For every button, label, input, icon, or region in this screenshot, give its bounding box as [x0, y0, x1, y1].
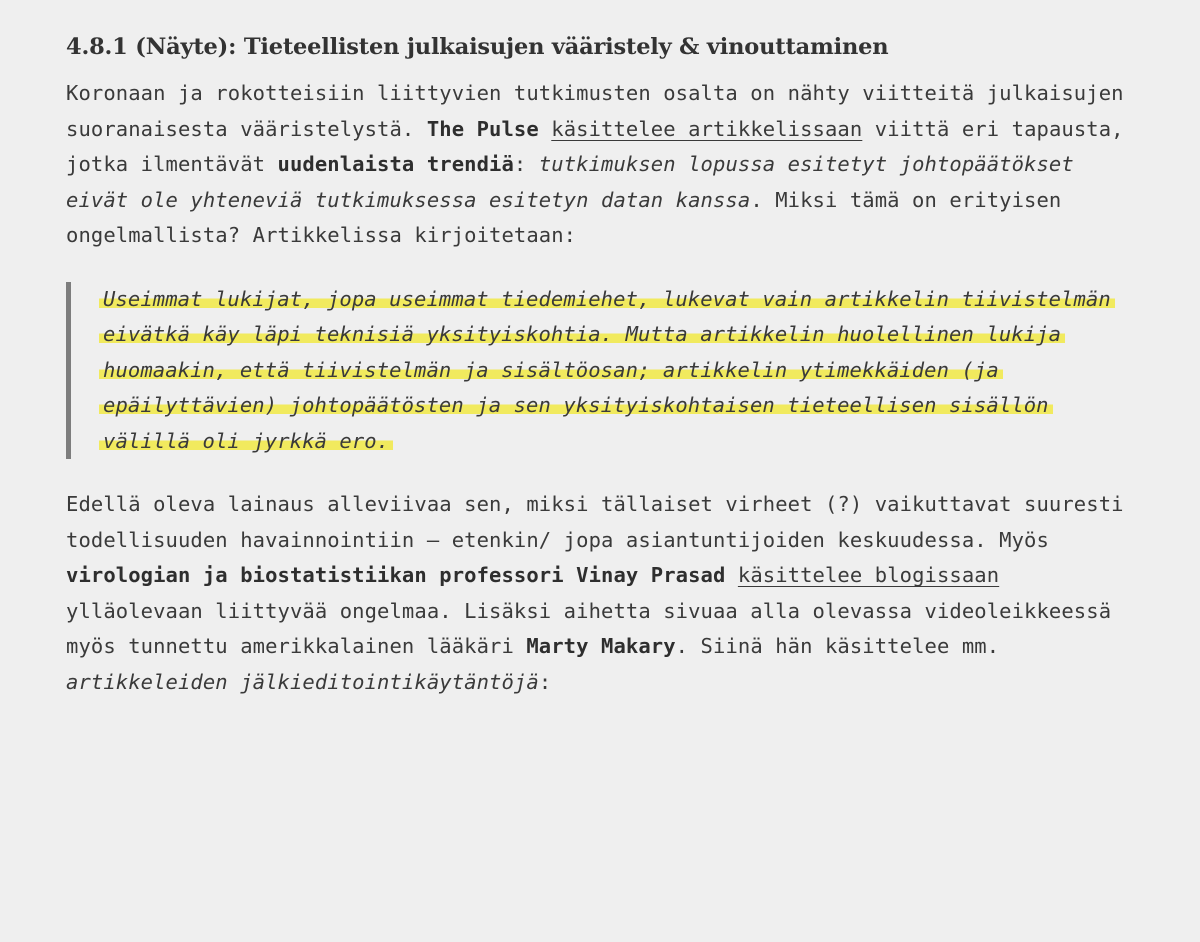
text: Edellä oleva lainaus alleviivaa sen, miksi tällaiset virheet (?) vaikuttavat suuresti todellisuuden havainnointiin – etenkin/ jopa asiantuntijoiden keskuudessa. Myös — [66, 492, 1124, 552]
bold-text: uudenlaista trendiä — [277, 152, 514, 176]
text — [725, 563, 737, 587]
highlighted-quote — [66, 282, 1140, 460]
quote-text: Useimmat lukijat, jopa useimmat tiedemiehet, lukevat vain artikkelin tiivistelmän eivätkä käy läpi teknisiä yksityiskohtia. Mutta artikkelin huolellinen lukija huomaakin, että tiivistelmän ja sisältöosan; artikkelin ytimekkäiden (ja epäilyttävien) johtopäätösten ja sen yksityiskohtaisen tieteellisen sisällön välillä oli jyrkkä ero. — [99, 287, 1115, 453]
followup-paragraph — [66, 487, 1140, 700]
section-heading: 4.8.1 (Näyte): Tieteellisten julkaisujen vääristely & vinouttaminen — [66, 34, 889, 60]
bold-text: The Pulse — [426, 116, 539, 141]
text: . Siinä hän käsittelee mm. — [675, 634, 1000, 658]
italic-text: artikkeleiden jälkieditointikäytäntöjä — [66, 669, 539, 694]
text: Koronaan ja rokotteisiin liittyvien tutkimusten osalta on nähty viitteitä julkaisujen suoranaisesta vääristelystä. — [66, 81, 1124, 141]
text: : — [513, 152, 539, 176]
italic-text: tutkimuksen lopussa esitetyt johtopäätökset eivät ole yhteneviä tutkimuksessa esitetyn datan kanssa — [66, 152, 1074, 212]
bold-text: Marty Makary — [526, 634, 676, 658]
bold-text: virologian ja biostatistiikan professori Vinay Prasad — [66, 563, 726, 587]
text: ylläolevaan liittyvää ongelmaa. Lisäksi aihetta sivuaa alla olevassa videoleikkeessä myös tunnettu amerikkalainen lääkäri — [66, 598, 1112, 658]
text — [539, 117, 551, 141]
text: . Miksi tämä on erityisen ongelmallista? Artikkelissa kirjoitetaan: — [66, 187, 1062, 247]
intro-paragraph — [66, 76, 1140, 254]
text: viittä eri tapausta, jotka ilmentävät — [66, 116, 1124, 176]
text: : — [538, 669, 552, 694]
article-link[interactable]: käsittelee artikkelissaan — [551, 116, 863, 141]
blog-link[interactable]: käsittelee blogissaan — [737, 563, 1000, 587]
